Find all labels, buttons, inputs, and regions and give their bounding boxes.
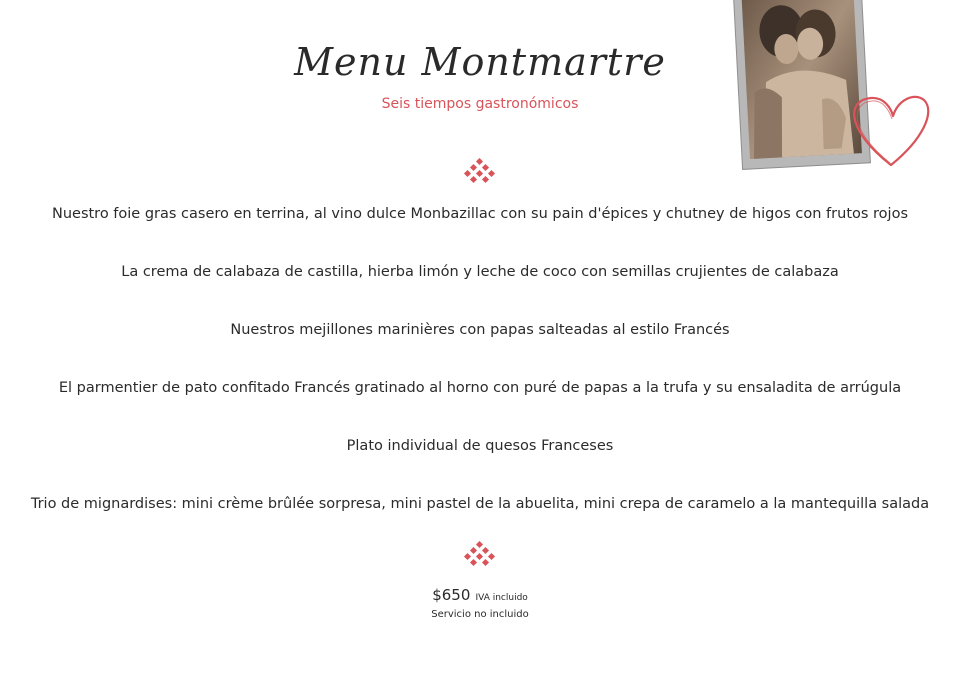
price-amount: $650 — [432, 586, 471, 604]
vintage-couple-photo-icon — [726, 0, 946, 180]
course-5: Plato individual de quesos Franceses — [346, 438, 614, 454]
service-note: Servicio no incluido — [431, 609, 529, 620]
price-line — [0, 585, 960, 604]
course-1: Nuestro foie gras casero en terrina, al vino dulce Monbazillac con su pain d'épices y chutney de higos con frutos rojos — [51, 206, 909, 222]
course-3: Nuestros mejillones marinières con papas salteadas al estilo Francés — [230, 322, 730, 338]
menu-subtitle: Seis tiempos gastronómicos — [381, 96, 579, 112]
menu-title: Menu Montmartre — [294, 40, 666, 84]
diamond-lattice-ornament-icon — [460, 541, 500, 569]
course-4: El parmentier de pato confitado Francés gratinado al horno con puré de papas a la trufa y su ensaladita de arrúgula — [58, 380, 902, 396]
course-6: Trio de mignardises: mini crème brûlée sorpresa, mini pastel de la abuelita, mini crepa de caramelo a la mantequilla salada — [30, 496, 930, 512]
course-2: La crema de calabaza de castilla, hierba limón y leche de coco con semillas crujientes de calabaza — [121, 264, 839, 280]
price-tax-note: IVA incluido — [475, 593, 528, 603]
diamond-lattice-ornament-icon — [460, 158, 500, 186]
